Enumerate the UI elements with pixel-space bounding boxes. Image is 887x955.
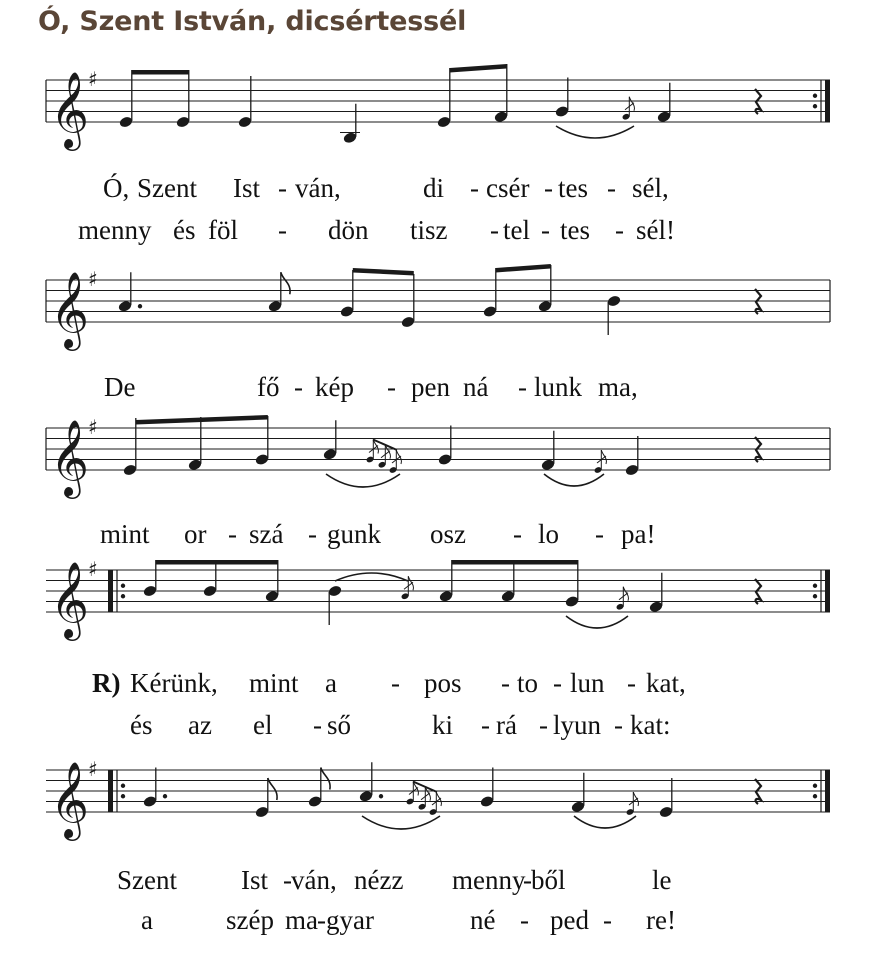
lyric-syllable: tes bbox=[558, 173, 588, 203]
lyric-syllable: lyun bbox=[553, 710, 602, 740]
lyric-syllable: kép bbox=[315, 372, 354, 402]
lyric-syllable: - bbox=[283, 865, 292, 895]
lyric-syllable: - bbox=[490, 215, 499, 245]
lyric-syllable: Szent bbox=[117, 865, 177, 895]
lyric-syllable: ná bbox=[463, 372, 489, 402]
staff-system-1 bbox=[46, 64, 830, 151]
sharp-icon: ♯ bbox=[88, 557, 98, 581]
lyric-syllable: ma bbox=[285, 905, 318, 935]
staff-system-4 bbox=[46, 557, 830, 641]
lyric-syllable: Ó, bbox=[103, 173, 130, 203]
lyric-syllable: - bbox=[470, 173, 479, 203]
lyric-syllable: - bbox=[387, 372, 396, 402]
lyric-syllable: a bbox=[141, 905, 153, 935]
treble-clef-icon: 𝄞 bbox=[50, 761, 90, 838]
lyric-syllable: re! bbox=[646, 905, 676, 935]
treble-clef-icon: 𝄞 bbox=[50, 561, 90, 638]
lyric-syllable: - bbox=[595, 519, 604, 549]
lyric-syllable: ván, bbox=[291, 865, 337, 895]
lyric-syllable: - bbox=[313, 710, 322, 740]
lyric-syllable: sél! bbox=[636, 215, 675, 245]
lyric-syllable: menny bbox=[78, 215, 152, 245]
lyric-syllable: - bbox=[541, 215, 550, 245]
lyric-syllable: szá bbox=[249, 519, 284, 549]
lyric-syllable: ki bbox=[432, 710, 454, 740]
lyric-syllable: - bbox=[308, 519, 317, 549]
lyric-syllable: - bbox=[539, 710, 548, 740]
lyric-syllable: Ist bbox=[241, 865, 268, 895]
lyric-syllable: ma, bbox=[598, 372, 638, 402]
lyric-syllable: lun bbox=[570, 668, 605, 698]
lyric-syllable: - bbox=[523, 865, 532, 895]
lyric-syllable: és bbox=[130, 710, 153, 740]
lyric-syllable: - bbox=[603, 905, 612, 935]
lyric-syllable: mint bbox=[249, 668, 299, 698]
sharp-icon: ♯ bbox=[88, 415, 98, 439]
lyric-syllable: osz bbox=[430, 519, 466, 549]
treble-clef-icon: 𝄞 bbox=[50, 271, 90, 348]
lyric-syllable: Ist bbox=[233, 173, 260, 203]
lyric-syllable: - bbox=[614, 710, 623, 740]
lyric-syllable: ván, bbox=[295, 173, 341, 203]
refrain-marker: R) bbox=[92, 668, 121, 698]
staff-system-2 bbox=[46, 264, 830, 351]
lyric-syllable: tisz bbox=[410, 215, 448, 245]
lyric-syllable: szép bbox=[226, 905, 274, 935]
sharp-icon: ♯ bbox=[88, 757, 98, 781]
lyric-syllable: az bbox=[188, 710, 212, 740]
lyric-syllable: föl bbox=[208, 215, 238, 245]
lyric-syllable: - bbox=[520, 905, 529, 935]
lyric-syllable: tel bbox=[503, 215, 530, 245]
treble-clef-icon: 𝄞 bbox=[50, 71, 90, 148]
lyric-syllable: - bbox=[228, 519, 237, 549]
lyric-syllable: or bbox=[184, 519, 207, 549]
staff-system-5 bbox=[46, 757, 830, 841]
lyric-syllable: és bbox=[173, 215, 196, 245]
lyric-syllable: kat, bbox=[646, 668, 686, 698]
lyric-syllable: - bbox=[607, 173, 616, 203]
lyric-syllable: - bbox=[627, 668, 636, 698]
lyric-syllable: pa! bbox=[621, 519, 656, 549]
lyric-syllable: a bbox=[325, 668, 337, 698]
staff-system-3 bbox=[46, 415, 830, 499]
lyric-syllable: De bbox=[104, 372, 136, 402]
lyric-syllable: - bbox=[294, 372, 303, 402]
treble-clef-icon: 𝄞 bbox=[50, 419, 90, 496]
lyric-syllable: mint bbox=[100, 519, 150, 549]
lyric-syllable: to bbox=[517, 668, 539, 698]
lyric-syllable: - bbox=[553, 668, 562, 698]
lyric-syllable: Szent bbox=[137, 173, 197, 203]
lyric-syllable: pos bbox=[424, 668, 462, 698]
lyric-syllable: Kérünk, bbox=[130, 668, 218, 698]
lyric-syllable: sél, bbox=[632, 173, 669, 203]
page-title: Ó, Szent István, dicsértessél bbox=[38, 6, 467, 37]
lyric-syllable: - bbox=[481, 710, 490, 740]
lyric-syllable: di bbox=[423, 173, 445, 203]
lyric-syllable: ből bbox=[531, 865, 566, 895]
lyric-syllable: menny bbox=[452, 865, 526, 895]
lyric-syllable: - bbox=[518, 372, 527, 402]
lyric-syllable: csér bbox=[486, 173, 530, 203]
lyric-syllable: - bbox=[278, 215, 287, 245]
lyric-syllable: - bbox=[278, 173, 287, 203]
lyric-syllable: - bbox=[501, 668, 510, 698]
lyric-syllable: rá bbox=[496, 710, 517, 740]
lyric-syllable: pen bbox=[411, 372, 450, 402]
lyric-syllable: el bbox=[253, 710, 273, 740]
sharp-icon: ♯ bbox=[88, 67, 98, 91]
lyric-syllable: le bbox=[652, 865, 672, 895]
lyric-syllable: gunk bbox=[327, 519, 381, 549]
lyric-syllable: - bbox=[615, 215, 624, 245]
lyric-syllable: lo bbox=[538, 519, 560, 549]
lyric-syllable: - bbox=[513, 519, 522, 549]
lyric-syllable: - bbox=[544, 173, 553, 203]
lyric-syllable: dön bbox=[328, 215, 369, 245]
lyric-syllable: gyar bbox=[326, 905, 374, 935]
lyric-syllable: - bbox=[391, 668, 400, 698]
sharp-icon: ♯ bbox=[88, 267, 98, 291]
lyric-syllable: tes bbox=[560, 215, 590, 245]
lyric-syllable: fő bbox=[257, 372, 280, 402]
lyric-syllable: ső bbox=[327, 710, 352, 740]
lyric-syllable: - bbox=[317, 905, 326, 935]
lyric-syllable: nézz bbox=[354, 865, 404, 895]
lyric-syllable: né bbox=[470, 905, 496, 935]
lyric-syllable: ped bbox=[550, 905, 589, 935]
lyric-syllable: lunk bbox=[534, 372, 583, 402]
lyric-syllable: kat: bbox=[630, 710, 671, 740]
